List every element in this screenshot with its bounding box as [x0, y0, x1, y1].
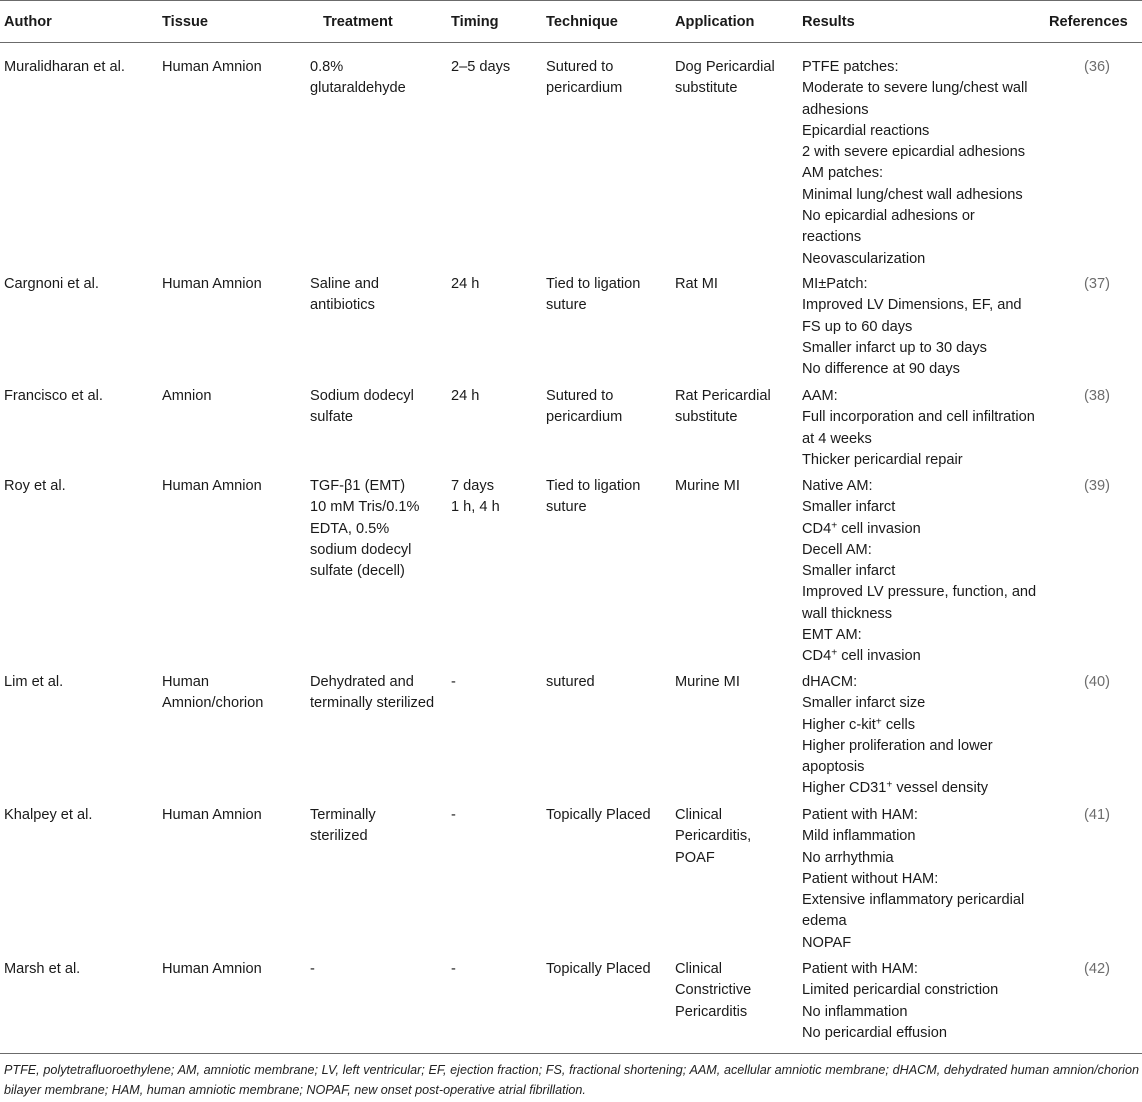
cell-results-line: Neovascularization — [802, 250, 926, 267]
cell-treatment-line: Sodium dodecyl — [310, 388, 414, 404]
table-bottom-rule — [0, 1053, 1142, 1054]
cell-tissue — [162, 274, 262, 295]
cell-results-line: MI±Patch: — [802, 276, 868, 292]
cell-tissue — [162, 672, 263, 715]
cell-technique — [546, 805, 651, 826]
table-row — [0, 945, 1142, 1055]
cell-treatment — [310, 805, 376, 848]
cell-timing-line: - — [451, 674, 456, 690]
cell-results — [802, 805, 1024, 954]
cell-results-line: Smaller infarct size — [802, 695, 926, 712]
cell-treatment — [310, 672, 434, 715]
cell-results-line: Epicardial reactions — [802, 122, 930, 139]
header-references: References — [1049, 14, 1128, 30]
cell-treatment-line: terminally sterilized — [310, 695, 435, 712]
cell-timing — [451, 57, 510, 78]
cell-results — [802, 386, 1035, 471]
cell-timing-line: 1 h, 4 h — [451, 499, 500, 516]
cell-reference-link[interactable]: (40) — [1084, 674, 1110, 690]
table-footnote: PTFE, polytetrafluoroethylene; AM, amniotic membrane; LV, left ventricular; EF, ejection fraction; FS, fractional shortening; AAM, acellular amniotic membrane; dHACM, dehydrated human amnion/chorion bilayer membrane; HAM, human amniotic membrane; NOPAF, new onset post-operative atrial fibrillation. — [4, 1063, 1139, 1097]
cell-application — [675, 57, 775, 100]
cell-application-line: Murine MI — [675, 674, 740, 690]
cell-results-line: Smaller infarct — [802, 499, 896, 516]
cell-tissue — [162, 805, 262, 826]
cell-results-line: No inflammation — [802, 1003, 908, 1020]
cell-tissue — [162, 959, 262, 980]
cell-results-line: FS up to 60 days — [802, 318, 913, 335]
cell-tissue-line: Amnion/chorion — [162, 695, 264, 712]
cell-author-line: Lim et al. — [4, 674, 64, 690]
cell-results-line: No difference at 90 days — [802, 361, 960, 378]
cell-results-line: Mild inflammation — [802, 828, 916, 845]
cell-treatment-line: sodium dodecyl — [310, 541, 412, 558]
header-timing: Timing — [451, 14, 499, 30]
cell-treatment-line: 0.8% — [310, 59, 344, 75]
table-row — [0, 372, 1142, 468]
cell-technique-line: pericardium — [546, 409, 623, 426]
cell-application-line: Clinical — [675, 807, 723, 823]
table-row — [0, 462, 1142, 665]
cell-application-line: Clinical — [675, 961, 723, 977]
cell-application-line: Murine MI — [675, 478, 740, 494]
cell-results — [802, 274, 1022, 380]
cell-application — [675, 274, 718, 295]
header-application: Application — [675, 14, 755, 30]
cell-treatment — [310, 959, 315, 980]
cell-application-line: Pericarditis, — [675, 828, 752, 845]
cell-author-line: Muralidharan et al. — [4, 59, 125, 75]
cell-application — [675, 386, 771, 429]
cell-results-line: PTFE patches: — [802, 59, 899, 75]
cell-timing — [451, 959, 456, 980]
cell-results-line: No epicardial adhesions or — [802, 208, 975, 225]
cell-technique — [546, 274, 640, 317]
cell-results-line: Higher CD31+ vessel density — [802, 779, 989, 797]
table-row — [0, 43, 1142, 267]
cell-treatment — [310, 476, 419, 582]
table-row — [0, 260, 1142, 378]
cell-technique-line: pericardium — [546, 80, 623, 97]
cell-results-line: No arrhythmia — [802, 849, 894, 866]
cell-technique — [546, 672, 595, 693]
cell-results-line: dHACM: — [802, 674, 858, 690]
cell-application-line: substitute — [675, 80, 738, 97]
cell-timing-line: - — [451, 961, 456, 977]
cell-tissue-line: Human Amnion — [162, 276, 262, 292]
cell-application-line: Constrictive — [675, 982, 752, 999]
cell-reference-link[interactable]: (42) — [1084, 961, 1110, 977]
cell-treatment-line: glutaraldehyde — [310, 80, 406, 97]
cell-timing — [451, 274, 479, 295]
cell-tissue-line: Human Amnion — [162, 807, 262, 823]
cell-author-line: Khalpey et al. — [4, 807, 93, 823]
cell-tissue — [162, 476, 262, 497]
cell-technique-line: sutured — [546, 674, 595, 690]
cell-tissue-line: Human — [162, 674, 210, 690]
cell-application — [675, 959, 751, 1023]
cell-application — [675, 672, 740, 693]
cell-treatment-line: - — [310, 961, 315, 977]
cell-results — [802, 672, 993, 800]
cell-results-line: adhesions — [802, 101, 869, 118]
cell-treatment-line: antibiotics — [310, 297, 375, 314]
cell-treatment-line: Dehydrated and — [310, 674, 414, 690]
cell-results-line: Patient with HAM: — [802, 961, 918, 977]
cell-treatment-line: sterilized — [310, 828, 368, 845]
cell-timing-line: 24 h — [451, 276, 480, 292]
cell-reference-link[interactable]: (39) — [1084, 478, 1110, 494]
cell-timing — [451, 805, 456, 826]
cell-timing — [451, 386, 479, 407]
cell-technique-line: Sutured to — [546, 59, 614, 75]
cell-results — [802, 959, 998, 1044]
cell-author-line: Roy et al. — [4, 478, 66, 494]
cell-results-line: Improved LV pressure, function, and — [802, 584, 1037, 601]
cell-technique-line: Sutured to — [546, 388, 614, 404]
cell-results-line: Patient with HAM: — [802, 807, 918, 823]
cell-results-line: EMT AM: — [802, 627, 862, 644]
cell-treatment — [310, 274, 379, 317]
cell-results-line: Native AM: — [802, 478, 873, 494]
cell-results-line: Higher c-kit+ cells — [802, 716, 916, 733]
cell-results-line: apoptosis — [802, 759, 865, 776]
cell-results-line: Limited pericardial constriction — [802, 982, 999, 999]
cell-technique — [546, 57, 622, 100]
cell-results-line: NOPAF — [802, 934, 852, 951]
cell-results-line: 2 with severe epicardial adhesions — [802, 144, 1026, 161]
cell-tissue — [162, 57, 262, 78]
cell-author — [4, 57, 125, 78]
cell-treatment-line: TGF-β1 (EMT) — [310, 478, 406, 494]
cell-results-line: Patient without HAM: — [802, 870, 939, 887]
cell-author — [4, 805, 92, 826]
cell-application-line: Dog Pericardial — [675, 59, 775, 75]
header-technique: Technique — [546, 14, 618, 30]
cell-author — [4, 386, 103, 407]
cell-results-line: Decell AM: — [802, 541, 872, 558]
cell-tissue-line: Amnion — [162, 388, 212, 404]
cell-tissue-line: Human Amnion — [162, 961, 262, 977]
cell-author — [4, 672, 63, 693]
cell-treatment — [310, 57, 406, 100]
cell-technique — [546, 959, 651, 980]
cell-timing-line: 24 h — [451, 388, 480, 404]
cell-treatment — [310, 386, 414, 429]
cell-treatment-line: EDTA, 0.5% — [310, 520, 390, 537]
cell-technique — [546, 386, 622, 429]
cell-timing-line: - — [451, 807, 456, 823]
cell-application — [675, 805, 751, 869]
cell-results-line: Higher proliferation and lower — [802, 737, 993, 754]
cell-timing-line: 7 days — [451, 478, 494, 494]
cell-technique — [546, 476, 640, 519]
cell-results-line: Smaller infarct — [802, 563, 896, 580]
cell-application-line: substitute — [675, 409, 738, 426]
cell-technique-line: Topically Placed — [546, 807, 651, 823]
cell-application-line: POAF — [675, 849, 715, 866]
cell-tissue-line: Human Amnion — [162, 478, 262, 494]
cell-tissue-line: Human Amnion — [162, 59, 262, 75]
cell-timing — [451, 672, 456, 693]
cell-reference-link[interactable]: (41) — [1084, 807, 1110, 823]
cell-results-line: wall thickness — [802, 605, 893, 622]
cell-results-line: Moderate to severe lung/chest wall — [802, 80, 1028, 97]
header-author: Author — [4, 14, 52, 30]
cell-application-line: Pericarditis — [675, 1003, 748, 1020]
cell-results-line: edema — [802, 913, 847, 930]
cell-application-line: Rat MI — [675, 276, 718, 292]
cell-author-line: Francisco et al. — [4, 388, 103, 404]
cell-treatment-line: Terminally — [310, 807, 376, 823]
cell-timing-line: 2–5 days — [451, 59, 511, 75]
cell-author — [4, 274, 99, 295]
cell-technique-line: Topically Placed — [546, 961, 651, 977]
cell-technique-line: suture — [546, 499, 587, 516]
table-row — [0, 791, 1142, 951]
cell-timing — [451, 476, 500, 519]
cell-results-line: Improved LV Dimensions, EF, and — [802, 297, 1022, 314]
cell-author — [4, 959, 80, 980]
cell-results-line: CD4+ cell invasion — [802, 520, 921, 537]
cell-results-line: Thicker pericardial repair — [802, 451, 963, 468]
header-results: Results — [802, 14, 855, 30]
table-header-row — [0, 0, 1142, 43]
cell-author-line: Cargnoni et al. — [4, 276, 99, 292]
cell-author — [4, 476, 66, 497]
cell-results-line: Full incorporation and cell infiltration — [802, 409, 1035, 426]
cell-tissue — [162, 386, 211, 407]
cell-technique-line: suture — [546, 297, 587, 314]
cell-results-line: Minimal lung/chest wall adhesions — [802, 186, 1023, 203]
cell-results-line: AAM: — [802, 388, 838, 404]
cell-reference-link[interactable]: (38) — [1084, 388, 1110, 404]
cell-reference-link[interactable]: (37) — [1084, 276, 1110, 292]
cell-results-line: Extensive inflammatory pericardial — [802, 892, 1025, 909]
cell-application-line: Rat Pericardial — [675, 388, 771, 404]
cell-treatment-line: 10 mM Tris/0.1% — [310, 499, 420, 516]
cell-results-line: at 4 weeks — [802, 430, 872, 447]
cell-results — [802, 57, 1028, 270]
cell-application — [675, 476, 740, 497]
cell-results-line: Smaller infarct up to 30 days — [802, 339, 987, 356]
cell-reference-link[interactable]: (36) — [1084, 59, 1110, 75]
cell-technique-line: Tied to ligation — [546, 478, 641, 494]
cell-technique-line: Tied to ligation — [546, 276, 641, 292]
cell-results-line: CD4+ cell invasion — [802, 647, 921, 665]
cell-results — [802, 476, 1036, 668]
cell-treatment-line: sulfate — [310, 409, 353, 426]
cell-results-line: reactions — [802, 229, 862, 246]
cell-results-line: No pericardial effusion — [802, 1024, 947, 1041]
cell-author-line: Marsh et al. — [4, 961, 81, 977]
header-treatment: Treatment — [323, 14, 393, 30]
cell-treatment-line: sulfate (decell) — [310, 563, 405, 580]
cell-treatment-line: Saline and — [310, 276, 379, 292]
table-body — [0, 43, 1142, 1055]
table-row — [0, 658, 1142, 797]
cell-results-line: AM patches: — [802, 165, 884, 182]
header-tissue: Tissue — [162, 14, 208, 30]
